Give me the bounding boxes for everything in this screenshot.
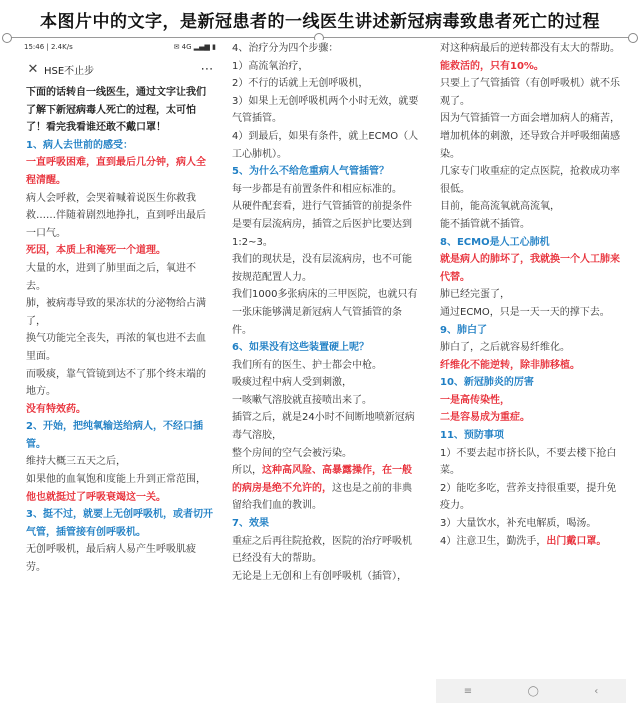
- caption-title: 本图片中的文字，是新冠患者的一线医生讲述新冠病毒致患者死亡的过程: [40, 12, 600, 32]
- screenshot-panel-1: [22, 40, 218, 703]
- section-heading: 9、肺白了: [440, 324, 487, 336]
- body-text: 4）注意卫生，勤洗手，: [440, 535, 547, 547]
- paragraph: 病人会呼救，会哭着喊着说医生你救我救……伴随着剧烈地挣扎，直到呼出最后一口气。: [26, 192, 206, 239]
- paragraph: 2）不行的话就上无创呼吸机，: [232, 78, 369, 90]
- section-heading: 2、开始，把纯氧输送给病人，不经口插管。: [26, 421, 203, 450]
- paragraph: 目前，能高流氧就高流氧，: [440, 201, 560, 213]
- paragraph: 肺，被病毒导致的果冻状的分泌物给占满了，: [26, 298, 206, 327]
- paragraph: 只要上了气管插管（有创呼吸机）就不乐观了。: [440, 78, 620, 107]
- body-text: 这也是之前的非典留给我们血的教训。: [232, 482, 412, 512]
- status-time: 15:46 | 2.4K/s: [24, 43, 73, 51]
- paragraph: 我们所有的医生、护士都会中枪。: [232, 359, 382, 371]
- section-heading: 10、新冠肺炎的厉害: [440, 377, 534, 389]
- emphasis-text: 出门戴口罩。: [546, 535, 607, 547]
- section-heading: 1、病人去世前的感受：: [26, 139, 133, 151]
- paragraph: 肺白了，之后就容易纤维化。: [440, 342, 570, 354]
- close-icon[interactable]: ✕: [27, 61, 39, 77]
- section-heading: 8、ECMO是人工心肺机: [440, 236, 550, 248]
- paragraph: 如果他的血氧饱和度能上升到正常范围，: [26, 474, 206, 486]
- paragraph: 一咳嗽气溶胶就直接喷出来了。: [232, 394, 372, 406]
- caption-banner: [0, 0, 640, 40]
- resize-handle-left[interactable]: [2, 33, 12, 43]
- paragraph: [228, 462, 424, 515]
- paragraph: 4、治疗分为四个步骤：: [232, 43, 339, 54]
- article-body-1: [22, 84, 218, 577]
- paragraph: 而吸痰，靠气管镜到达不了那个终末端的地方。: [26, 368, 206, 398]
- more-icon[interactable]: ⋯: [200, 61, 214, 77]
- back-icon[interactable]: ‹: [594, 685, 599, 697]
- paragraph: 2）能吃多吃，营养支持很重要，提升免疫力。: [440, 482, 617, 512]
- paragraph: 插管之后，就是24小时不间断地喷新冠病毒气溶胶，: [232, 412, 415, 442]
- paragraph: 每一步都是有前置条件和相应标准的。: [232, 183, 402, 195]
- body-text: 所以，: [232, 465, 262, 477]
- paragraph: 大量的水，进到了肺里面之后，氧进不去。: [26, 262, 196, 292]
- paragraph: 对这种病最后的逆转都没有太大的帮助。: [440, 43, 620, 54]
- paragraph: 无论是上无创和上有创呼吸机（插管），: [232, 570, 407, 582]
- menu-icon[interactable]: ≡: [463, 685, 473, 697]
- screenshot-panel-2: [228, 40, 424, 703]
- paragraph: [436, 533, 626, 551]
- section-heading: 6、如果没有这些装置硬上呢？: [232, 342, 369, 354]
- paragraph: 增加机体的刺激，还导致合并呼吸细菌感染。: [440, 130, 620, 160]
- paragraph: 重症之后再往院抢救，医院的治疗呼吸机已经没有大的帮助。: [232, 535, 412, 565]
- paragraph: 从硬件配套看，进行气管插管的前提条件是要有层流病房，插管之后医护比要达到1:2~3。: [232, 201, 412, 248]
- paragraph: 几家专门收重症的定点医院，抢救成功率很低。: [440, 166, 620, 195]
- app-bar: [22, 54, 218, 84]
- section-heading: 11、预防事项: [440, 430, 504, 442]
- status-icons: ✉ 4G ▂▄▆ ▮: [173, 43, 216, 51]
- emphasis-paragraph: 没有特效药。: [26, 403, 86, 415]
- article-body-3: [436, 40, 626, 550]
- emphasis-paragraph: 死因，本质上和淹死一个道理。: [26, 245, 166, 257]
- paragraph: 无创呼吸机，最后病人易产生呼吸肌疲劳。: [26, 544, 196, 574]
- intro-paragraph: 下面的话转自一线医生，通过文字让我们了解下新冠病毒人死亡的过程，太可怕了！看完我看谁还敢不戴口罩！: [26, 87, 206, 134]
- emphasis-paragraph: 一是高传染性，: [440, 394, 510, 406]
- resize-handle-right[interactable]: [628, 33, 638, 43]
- section-heading: 5、为什么不给危重病人气管插管？: [232, 166, 389, 178]
- paragraph: 我们1000多张病床的三甲医院，也就只有一张床能够满足新冠病人气管插管的条件。: [232, 289, 418, 336]
- section-heading: 3、挺不过，就要上无创呼吸机，或者切开气管，插管接有创呼吸机。: [26, 509, 213, 538]
- paragraph: 换气功能完全丧失，再浓的氧也进不去血里面。: [26, 333, 206, 362]
- paragraph: 因为气管插管一方面会增加病人的痛苦，: [440, 113, 620, 125]
- paragraph: 整个房间的空气会被污染。: [232, 447, 352, 459]
- nav-bar: [436, 679, 626, 703]
- emphasis-text: 这种高风险、高暴露操作，在一般的病房是绝不允许的，: [232, 465, 412, 494]
- paragraph: 维持大概三五天之后，: [26, 456, 126, 468]
- status-bar: [22, 40, 218, 54]
- paragraph: 1）不要去起市挤长队，不要去楼下抢白菜。: [440, 447, 617, 477]
- home-icon[interactable]: ◯: [527, 685, 539, 697]
- emphasis-paragraph: 一直呼吸困难，直到最后几分钟，病人全程清醒。: [26, 157, 206, 186]
- emphasis-paragraph: 就是病人的肺坏了，我就换一个人工肺来代替。: [440, 254, 620, 283]
- paragraph: 4）到最后，如果有条件，就上ECMO（人工心肺机）。: [232, 130, 419, 160]
- emphasis-paragraph: 纤维化不能逆转，除非肺移植。: [440, 359, 580, 371]
- paragraph: 3）大量饮水，补充电解质，喝汤。: [440, 518, 597, 530]
- article-body-2: [228, 40, 424, 585]
- screenshot-panel-3: [436, 40, 626, 703]
- emphasis-paragraph: 二是容易成为重症。: [440, 412, 530, 424]
- paragraph: 肺已经完蛋了，: [440, 289, 510, 301]
- section-heading: 7、效果: [232, 518, 269, 530]
- paragraph: 吸痰过程中病人受到刺激，: [232, 377, 352, 389]
- app-title: HSE不止步: [44, 65, 95, 77]
- paragraph: 通过ECMO，只是一天一天的撑下去。: [440, 306, 610, 318]
- paragraph: 3）如果上无创呼吸机两个小时无效，就要气管插管。: [232, 95, 419, 125]
- paragraph: 能不插管就不插管。: [440, 218, 530, 230]
- paragraph: 1）高流氧治疗，: [232, 60, 309, 72]
- emphasis-paragraph: 他也就挺过了呼吸衰竭这一关。: [26, 491, 166, 503]
- paragraph: 我们的现状是，没有层流病房，也不可能按规范配置人力。: [232, 254, 412, 283]
- emphasis-paragraph: 能救活的，只有10%。: [440, 60, 544, 72]
